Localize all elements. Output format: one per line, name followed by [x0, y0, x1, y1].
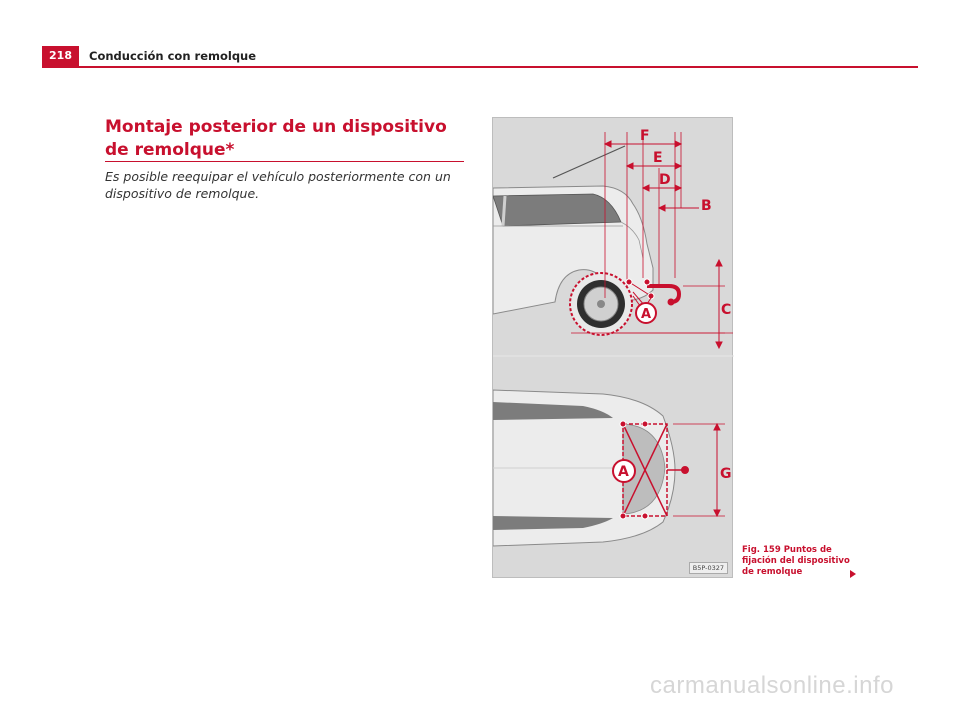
watermark: carmanualsonline.info [650, 672, 894, 699]
car-side-view [493, 146, 733, 335]
running-title: Conducción con remolque [89, 49, 257, 63]
label-A-top-badge [613, 460, 635, 482]
car-top-view [493, 390, 675, 546]
label-G: G [720, 466, 732, 482]
label-C: C [721, 302, 732, 318]
page-number: 218 [42, 46, 79, 66]
label-D: D [659, 172, 671, 188]
section-title: Montaje posterior de un dispositivo de remolque* [105, 117, 447, 160]
label-A-top: A [618, 464, 629, 480]
label-B: B [701, 198, 712, 214]
figure-code: B5P-0327 [689, 562, 728, 574]
title-divider [105, 161, 464, 162]
intro-text: Es posible reequipar el vehículo posteriormente con un dispositivo de remolque. [105, 169, 451, 201]
page-header [42, 46, 918, 68]
towbar-diagram [493, 118, 734, 579]
label-E: E [653, 150, 663, 166]
label-F: F [640, 128, 650, 144]
triangle-right-icon [850, 570, 856, 578]
label-A-side-badge [633, 296, 656, 323]
figure-caption: Fig. 159 Puntos de fijación del dispositivo de remolque [742, 545, 850, 577]
towbar-figure [492, 117, 733, 578]
label-A-side: A [641, 307, 652, 322]
